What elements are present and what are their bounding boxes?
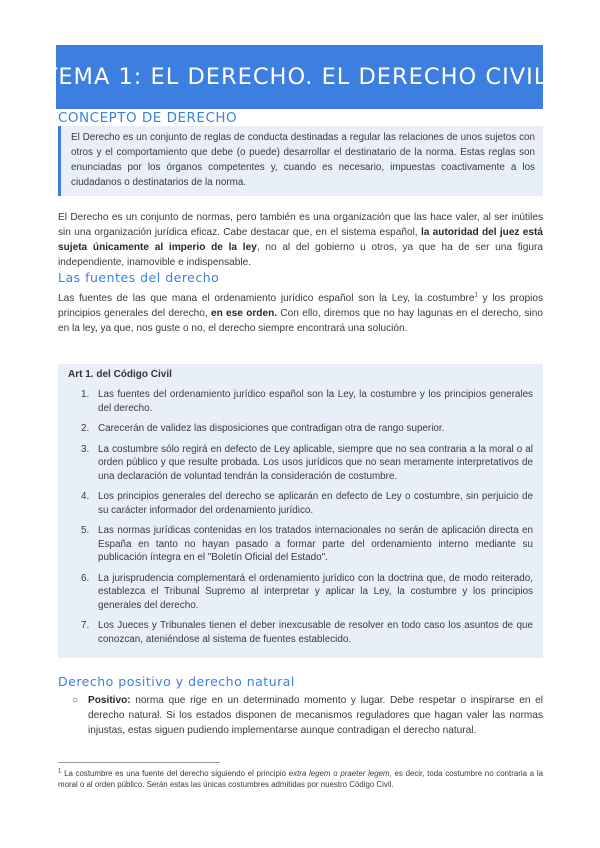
article-item: 2. Carecerán de validez las disposiciones que contradigan otra de rango superior.	[92, 422, 533, 436]
paragraph-fuentes	[58, 291, 543, 336]
paragraph-bold: en ese orden.	[210, 308, 278, 319]
section-heading-positivo-natural: Derecho positivo y derecho natural	[58, 674, 295, 689]
section-heading-concepto: CONCEPTO DE DERECHO	[58, 110, 238, 126]
paragraph-text: y los propios principios generales del derecho,	[58, 293, 543, 319]
article-list	[68, 388, 533, 646]
title-banner	[43, 45, 556, 109]
section-heading-fuentes: Las fuentes del derecho	[58, 270, 220, 285]
footnote-number: 1	[58, 768, 62, 775]
paragraph-organizacion	[58, 210, 543, 270]
article-item: 3. La costumbre sólo regirá en defecto de Ley aplicable, siempre que no sea contraria a la moral o al orden público y que resulte probada. Los usos jurídicos que no sean meramente interpretativos de una declaración de voluntad tendrán la consideración de costumbre.	[92, 443, 533, 484]
footnote-text: o	[330, 769, 341, 778]
article-item: 6. La jurisprudencia complementará el ordenamiento jurídico con la doctrina que, de modo reiterado, establezca el Tribunal Supremo al interpretar y aplicar la Ley, la costumbre y los principios generales del derecho.	[92, 572, 533, 613]
item-bold: Positivo:	[88, 695, 131, 706]
list-item-positivo	[72, 693, 543, 738]
footnote-text: La costumbre es una fuente del derecho siguiendo el principio	[61, 769, 289, 778]
footnote-italic: extra legem	[288, 769, 331, 778]
paragraph-text: Con ello, diremos que no hay lagunas en el derecho, sino en la ley, ya que, nos guste o no, el derecho siempre encontrará una solución.	[58, 308, 543, 334]
footnote-divider	[58, 762, 220, 763]
footnote-text: , es decir, toda costumbre no contraria a la moral o al orden público. Serán estas las únicas costumbres admitidas por nuestro Código Civil.	[58, 769, 543, 789]
definition-quote-text: El Derecho es un conjunto de reglas de conducta destinadas a regular las relaciones de unos sujetos con otros y el comportamiento que debe (o puede) desarrollar el destinatario de la norma. Estas reglas son enunciadas por los órganos competentes y, cuando es necesario, impuestas coactivamente a los ciudadanos o destinatarios de la norma.	[71, 132, 535, 188]
paragraph-text: Las fuentes de las que mana el ordenamiento jurídico español son la Ley, la costumbre	[58, 293, 475, 304]
article-item: 5. Las normas jurídicas contenidas en los tratados internacionales no serán de aplicación directa en España en tanto no hayan pasado a formar parte del ordenamiento interno mediante su publicación íntegra en el "Boletín Oficial del Estado".	[92, 524, 533, 565]
paragraph-text: El Derecho es un conjunto de normas, pero también es una organización que las hace valer, al ser inútiles sin una organización jurídica eficaz. Cabe destacar que, en el sistema español,	[58, 212, 543, 238]
item-text: norma que rige en un determinado momento y lugar. Debe respetar o inspirarse en el derecho natural. Si los estados disponen de mecanismos reguladores que hagan valer las normas injustas, estas siguen pudiendo implementarse aunque contradigan el derecho natural.	[88, 695, 543, 736]
article-item: 1. Las fuentes del ordenamiento jurídico español son la Ley, la costumbre y los principios generales del derecho.	[92, 388, 533, 415]
paragraph-text: , no al del gobierno u otros, ya que ha de ser una figura independiente, inamovible e indispensable.	[58, 242, 543, 268]
bullet-list	[58, 693, 543, 738]
footnote	[58, 768, 543, 790]
article-item: 4. Los principios generales del derecho se aplicarán en defecto de Ley o costumbre, sin perjuicio de su carácter informador del ordenamiento jurídico.	[92, 490, 533, 517]
footnote-italic: praeter legem	[340, 769, 390, 778]
paragraph-bold: la autoridad del juez está sujeta únicamente al imperio de la ley	[58, 227, 543, 253]
article-title: Art 1. del Código Civil	[68, 369, 172, 380]
article-box	[58, 364, 543, 658]
footnote-ref[interactable]: 1	[474, 292, 478, 299]
article-item: 7. Los Jueces y Tribunales tienen el deber inexcusable de resolver en todo caso los asuntos de que conozcan, ateniéndose al sistema de fuentes establecido.	[92, 619, 533, 646]
page-title: TEMA 1: EL DERECHO. EL DERECHO CIVIL.	[43, 64, 556, 90]
definition-quote-box	[58, 126, 543, 196]
hollow-bullet-icon: ○	[72, 695, 79, 706]
